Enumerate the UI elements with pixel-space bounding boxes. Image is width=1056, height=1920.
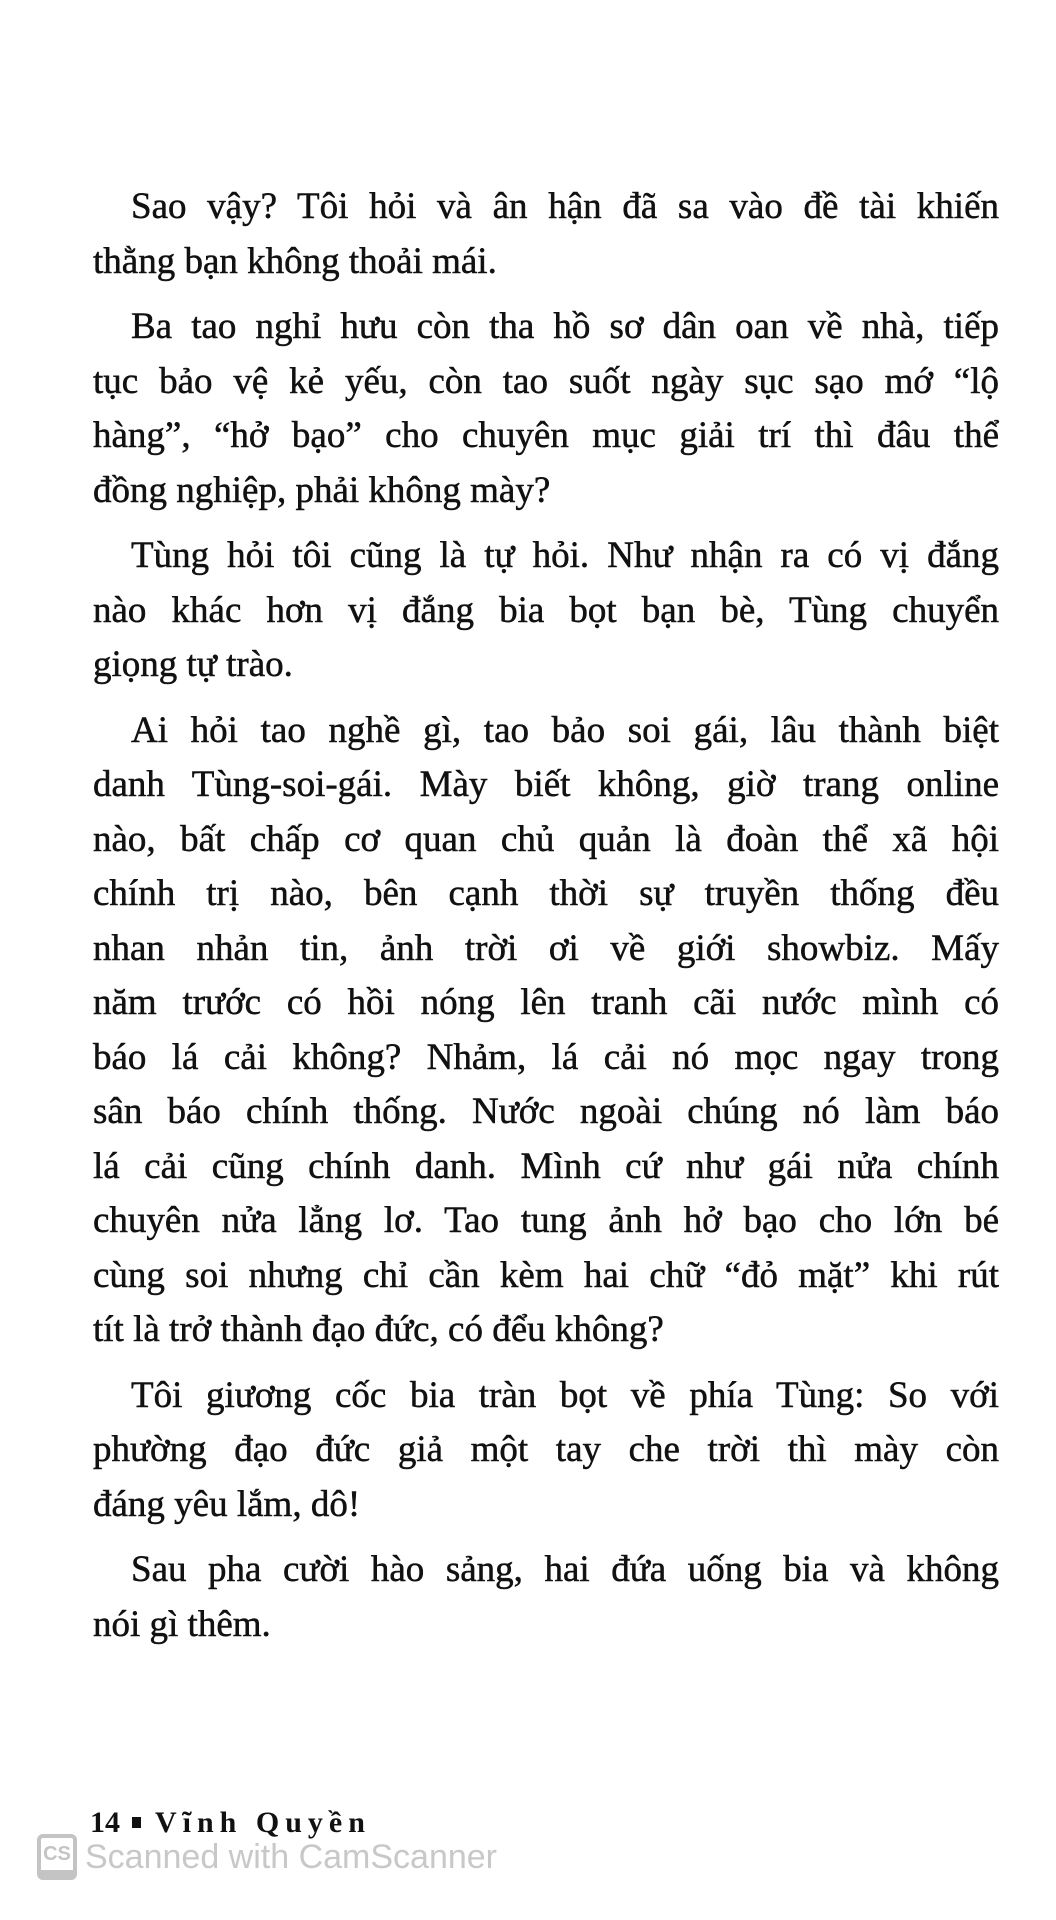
paragraph [93, 1543, 999, 1652]
text-line: sân báo chính thống. Nước ngoài chúng nó làm báo [93, 1091, 999, 1132]
text-line: danh Tùng-soi-gái. Mày biết không, giờ trang online [93, 764, 999, 805]
text-line: nào khác hơn vị đắng bia bọt bạn bè, Tùng chuyển [93, 589, 999, 631]
text-line: chuyên nửa lẳng lơ. Tao tung ảnh hở bạo cho lớn bé [93, 1200, 999, 1241]
paragraph [93, 1369, 999, 1533]
author-name: Vĩnh Quyền [155, 1806, 371, 1839]
bullet-separator-icon [132, 1817, 141, 1828]
text-line: năm trước có hồi nóng lên tranh cãi nước mình có [93, 982, 999, 1023]
text-line: đáng yêu lắm, dô! [93, 1483, 361, 1525]
text-line: tít là trở thành đạo đức, có đểu không? [93, 1309, 664, 1350]
text-line: chính trị nào, bên cạnh thời sự truyền thống đều [93, 873, 999, 914]
page-body [93, 180, 999, 1663]
text-line: cùng soi nhưng chỉ cần kèm hai chữ “đỏ mặt” khi rút [93, 1254, 999, 1296]
text-line: đồng nghiệp, phải không mày? [93, 469, 551, 511]
text-line: Ba tao nghỉ hưu còn tha hồ sơ dân oan về nhà, tiếp [131, 306, 999, 347]
text-line: giọng tự trào. [93, 644, 293, 685]
paragraph [93, 704, 999, 1358]
text-line: báo lá cải không? Nhảm, lá cải nó mọc ngay trong [93, 1036, 999, 1078]
text-line: thằng bạn không thoải mái. [93, 240, 497, 282]
paragraph [93, 529, 999, 693]
text-line: Ai hỏi tao nghề gì, tao bảo soi gái, lâu thành biệt [131, 709, 999, 751]
text-line: Sao vậy? Tôi hỏi và ân hận đã sa vào đề tài khiến [131, 186, 999, 227]
camscanner-watermark [37, 1834, 497, 1880]
text-line: lá cải cũng chính danh. Mình cứ như gái nửa chính [93, 1145, 999, 1187]
watermark-text: Scanned with CamScanner [85, 1837, 498, 1876]
paragraph [93, 300, 999, 518]
text-line: hàng”, “hở bạo” cho chuyên mục giải trí thì đâu thể [93, 415, 999, 456]
text-line: phường đạo đức giả một tay che trời thì mày còn [93, 1429, 999, 1470]
paragraph [93, 180, 999, 289]
text-line: tục bảo vệ kẻ yếu, còn tao suốt ngày sục sạo mớ “lộ [93, 360, 999, 402]
page-number: 14 [90, 1806, 120, 1839]
camscanner-logo-icon: CS [37, 1834, 77, 1880]
text-line: Tùng hỏi tôi cũng là tự hỏi. Như nhận ra có vị đắng [131, 535, 999, 576]
text-line: nào, bất chấp cơ quan chủ quản là đoàn thể xã hội [93, 818, 999, 860]
text-line: nói gì thêm. [93, 1603, 271, 1645]
text-line: Tôi giương cốc bia tràn bọt về phía Tùng: So với [131, 1374, 999, 1416]
text-line: Sau pha cười hào sảng, hai đứa uống bia và không [131, 1549, 999, 1590]
text-line: nhan nhản tin, ảnh trời ơi về giới showbiz. Mấy [93, 927, 999, 969]
